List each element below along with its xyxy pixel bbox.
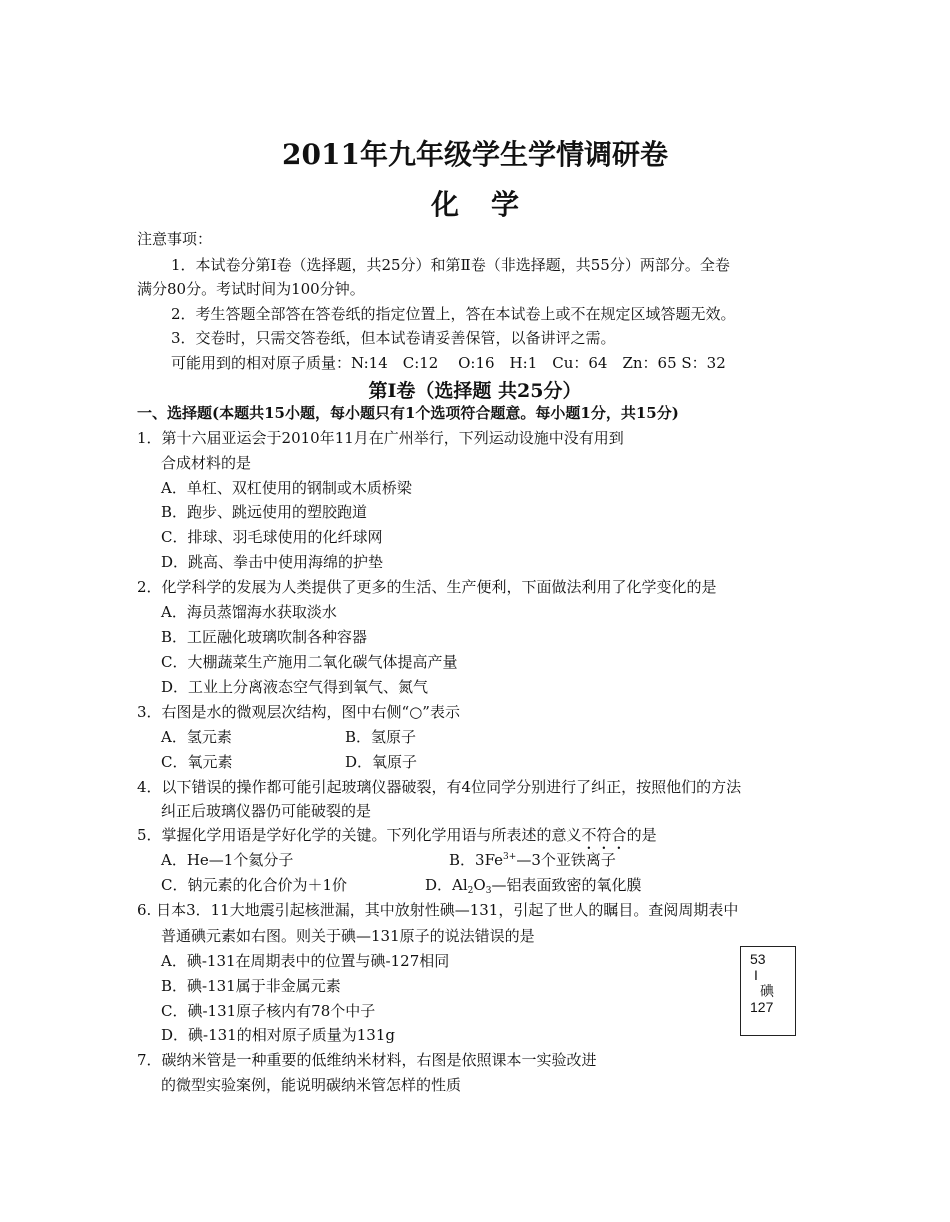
atomic-masses: 可能用到的相对原子质量：N:14 C:12 O:16 H:1 Cu：64 Zn：65 S：32 xyxy=(171,354,726,372)
q5-stem-text: 5．掌握化学用语是学好化学的关键。下列化学用语与所表述的意义 xyxy=(137,826,582,844)
q1-option-c: C．排球、羽毛球使用的化纤球网 xyxy=(161,528,383,546)
q1-option-d: D．跳高、拳击中使用海绵的护垫 xyxy=(161,553,384,571)
q5-option-d-sub2: 3 xyxy=(485,886,492,896)
q6-stem-cont: 普通碘元素如右图。则关于碘—131原子的说法错误的是 xyxy=(161,927,535,945)
q5-option-c: C．钠元素的化合价为＋1价 xyxy=(161,876,348,894)
q1-stem-cont: 合成材料的是 xyxy=(161,454,252,472)
notice-item-1-cont: 满分80分。考试时间为100分钟。 xyxy=(137,280,365,298)
q5-option-d-meaning: —铝表面致密的氧化膜 xyxy=(491,876,642,894)
q7-stem: 7．碳纳米管是一种重要的低维纳米材料，右图是依照课本一实验改进 xyxy=(137,1051,597,1069)
q6-option-b: B．碘-131属于非金属元素 xyxy=(161,977,341,995)
q5-option-d-o: O xyxy=(473,876,486,894)
q1-stem: 1．第十六届亚运会于2010年11月在广州举行，下列运动设施中没有用到 xyxy=(137,429,624,447)
q3-option-d: D．氧原子 xyxy=(345,753,418,771)
q1-option-a: A．单杠、双杠使用的钢制或木质桥梁 xyxy=(161,479,412,497)
q6-option-d: D．碘-131的相对原子质量为131g xyxy=(161,1026,395,1044)
q3-option-c: C．氧元素 xyxy=(161,753,233,771)
subject-title: 化学 xyxy=(430,188,551,221)
exam-title: 2011年九年级学生学情调研卷 xyxy=(282,138,668,171)
q2-option-d: D．工业上分离液态空气得到氧气、氮气 xyxy=(161,678,429,696)
notice-item-3: 3．交卷时，只需交答卷纸，但本试卷请妥善保管，以备讲评之需。 xyxy=(171,329,616,347)
q6-option-a: A．碘-131在周期表中的位置与碘-127相同 xyxy=(161,952,450,970)
notice-heading: 注意事项： xyxy=(137,230,213,248)
section-heading: 一、选择题(本题共15小题，每小题只有1个选项符合题意。每小题1分，共15分) xyxy=(137,404,679,422)
q5-option-b-text: B．3Fe xyxy=(449,851,504,869)
q5-option-d-sub1: 2 xyxy=(467,886,474,896)
element-symbol: I xyxy=(754,967,758,983)
q5-option-b xyxy=(449,850,616,870)
q5-stem xyxy=(137,825,657,853)
part1-heading: 第Ⅰ卷（选择题 共25分） xyxy=(368,380,582,402)
q4-stem: 4．以下错误的操作都可能引起玻璃仪器破裂，有4位同学分别进行了纠正，按照他们的方法 xyxy=(137,778,742,796)
atomic-mass: 127 xyxy=(750,999,774,1015)
q5-option-a: A．He—1个氦分子 xyxy=(161,851,294,869)
q2-option-b: B．工匠融化玻璃吹制各种容器 xyxy=(161,628,368,646)
atomic-number: 53 xyxy=(750,951,766,967)
q7-stem-cont: 的微型实验案例，能说明碳纳米管怎样的性质 xyxy=(161,1076,462,1094)
notice-item-1: 1．本试卷分第Ⅰ卷（选择题，共25分）和第Ⅱ卷（非选择题，共55分）两部分。全卷 xyxy=(171,256,730,274)
q4-stem-cont: 纠正后玻璃仪器仍可能破裂的是 xyxy=(161,802,372,820)
q6-stem: 6. 日本3．11大地震引起核泄漏，其中放射性碘—131，引起了世人的瞩目。查阅周期表中 xyxy=(137,901,739,919)
q3-stem: 3．右图是水的微观层次结构，图中右侧“○”表示 xyxy=(137,703,460,721)
q6-option-c: C．碘-131原子核内有78个中子 xyxy=(161,1002,376,1020)
q3-option-a: A．氢元素 xyxy=(161,728,232,746)
element-name: 碘 xyxy=(760,983,774,999)
q5-option-b-charge: 3+ xyxy=(503,852,517,862)
q2-option-a: A．海员蒸馏海水获取淡水 xyxy=(161,603,337,621)
iodine-element-card xyxy=(740,946,796,1036)
q3-option-b: B．氢原子 xyxy=(345,728,417,746)
q5-option-d xyxy=(425,875,641,895)
q5-emphasis: 不符合 xyxy=(581,826,627,844)
q5-option-d-text: D．Al xyxy=(425,876,468,894)
notice-item-2: 2．考生答题全部答在答卷纸的指定位置上，答在本试卷上或不在规定区域答题无效。 xyxy=(171,305,736,323)
q2-option-c: C．大棚蔬菜生产施用二氧化碳气体提高产量 xyxy=(161,653,458,671)
q5-option-b-meaning: —3个亚铁离子 xyxy=(516,851,616,869)
q5-stem-end: 的是 xyxy=(626,826,657,844)
q2-stem: 2．化学科学的发展为人类提供了更多的生活、生产便利，下面做法利用了化学变化的是 xyxy=(137,578,717,596)
q1-option-b: B．跑步、跳远使用的塑胶跑道 xyxy=(161,503,368,521)
